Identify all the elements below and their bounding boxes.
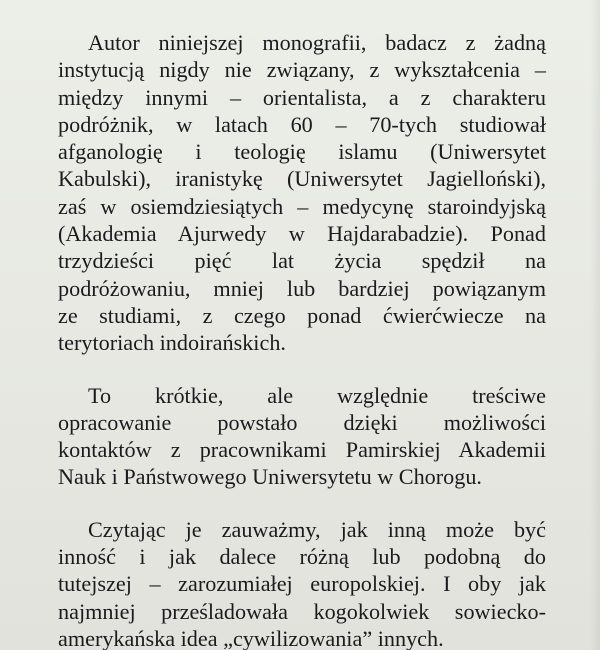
- text-line: amerykańska idea „cywilizowania” innych.: [58, 625, 444, 650]
- text-line: podróżnik, w latach 60 – 70-tych studiował: [58, 111, 546, 137]
- text-line: tutejszej – zarozumiałej europolskiej. I oby jak: [58, 571, 546, 597]
- text-line: między innymi – orientalista, a z charakteru: [58, 84, 546, 110]
- text-line: zaś w osiemdziesiątych – medycynę staroindyjską: [58, 193, 546, 219]
- text-line: Autor niniejszej monografii, badacz z żadną: [88, 30, 546, 55]
- paragraph-study-origin: [58, 382, 546, 491]
- text-line: instytucją nigdy nie związany, z wykształcenia –: [58, 57, 546, 83]
- text-line: Kabulski), iranistykę (Uniwersytet Jagielloński),: [58, 166, 546, 192]
- text-line: trzydzieści pięć lat życia spędził na: [58, 248, 546, 274]
- text-line: Nauk i Państwowego Uniwersytetu w Chorogu.: [58, 464, 482, 490]
- text-line: To krótkie, ale względnie treściwe: [88, 382, 546, 408]
- author-note-text: [58, 29, 546, 650]
- text-line: podróżowaniu, mniej lub bardziej powiązanym: [58, 275, 546, 301]
- text-line: najmniej prześladowała kogokolwiek sowiecko-: [58, 598, 546, 624]
- text-line: terytoriach indoirańskich.: [58, 330, 286, 356]
- text-line: kontaktów z pracownikami Pamirskiej Akademii: [58, 437, 546, 463]
- paragraph-author-bio: [58, 29, 546, 357]
- text-line: afganologię i teologię islamu (Uniwersytet: [58, 139, 546, 165]
- text-line: (Akademia Ajurwedy w Hajdarabadzie). Ponad: [58, 221, 546, 247]
- text-line: opracowanie powstało dzięki możliwości: [58, 409, 546, 435]
- page-edge-shadow: [590, 0, 600, 650]
- text-line: ze studiami, z czego ponad ćwierćwiecze na: [58, 302, 546, 328]
- text-line: Czytając je zauważmy, jak inną może być: [88, 516, 546, 542]
- paragraph-reader-reflection: [58, 516, 546, 650]
- text-line: inność i jak dalece różną lub podobną do: [58, 544, 546, 570]
